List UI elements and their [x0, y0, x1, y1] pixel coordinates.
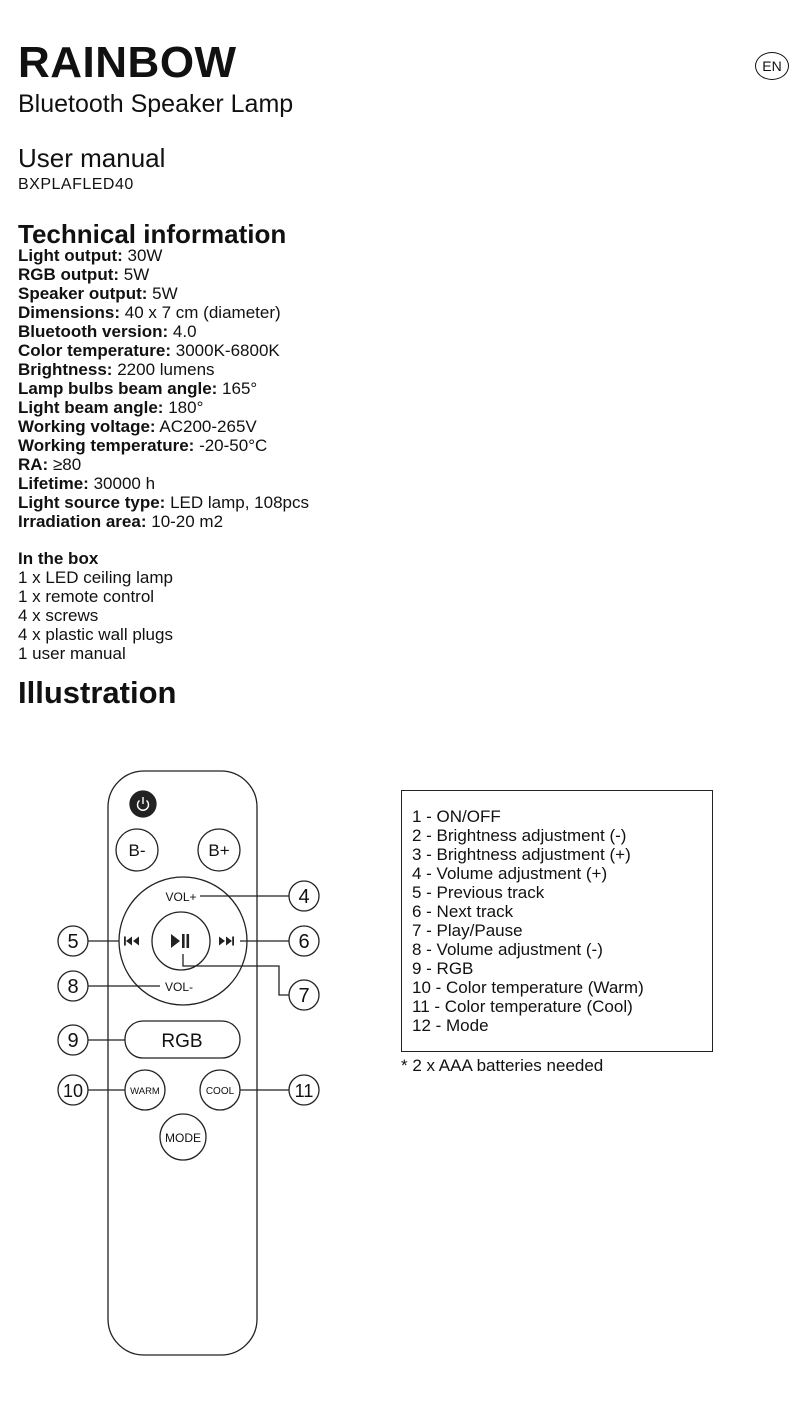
spec-value: 4.0 [172, 322, 197, 341]
legend-item: 5 - Previous track [412, 883, 545, 902]
warm-label: WARM [130, 1086, 160, 1097]
manual-title: User manual [18, 143, 166, 173]
legend-list [412, 807, 712, 1035]
spec-label: Color temperature: [18, 341, 172, 360]
legend-item: 8 - Volume adjustment (-) [412, 940, 603, 959]
technical-heading: Technical information [18, 219, 287, 249]
leader-7 [183, 954, 289, 995]
model-number: BXPLAFLED40 [18, 176, 134, 193]
in-box-item: 4 x plastic wall plugs [18, 625, 173, 644]
next-track-icon [219, 937, 234, 946]
brightness-down-label: B- [128, 841, 146, 860]
product-subtitle: Bluetooth Speaker Lamp [18, 90, 294, 118]
legend-item: 3 - Brightness adjustment (+) [412, 845, 631, 864]
in-box-item: 1 user manual [18, 644, 126, 663]
spec-label: RA: [18, 455, 49, 474]
spec-label: Speaker output: [18, 284, 148, 303]
vol-up-label: VOL+ [165, 890, 197, 904]
language-badge: EN [755, 52, 789, 80]
battery-note: * 2 x AAA batteries needed [401, 1056, 604, 1075]
rgb-label: RGB [161, 1031, 203, 1052]
spec-value: 165° [222, 379, 258, 398]
spec-value: 10-20 m2 [151, 512, 224, 531]
callout-5: 5 [67, 931, 79, 953]
spec-value: AC200-265V [159, 417, 257, 436]
vol-down-label: VOL- [164, 980, 194, 994]
spec-label: Light source type: [18, 493, 166, 512]
callout-10: 10 [62, 1081, 84, 1101]
spec-label: Light output: [18, 246, 123, 265]
spec-label: Bluetooth version: [18, 322, 169, 341]
spec-value: 30W [127, 246, 163, 265]
legend-item: 12 - Mode [412, 1016, 489, 1035]
play-pause-outline [152, 912, 210, 970]
spec-value: 2200 lumens [117, 360, 215, 379]
legend-item: 2 - Brightness adjustment (-) [412, 826, 627, 845]
legend-box [401, 790, 713, 1052]
spec-value: 5W [152, 284, 178, 303]
spec-label: Irradiation area: [18, 512, 147, 531]
in-box-item: 4 x screws [18, 606, 99, 625]
legend-item: 1 - ON/OFF [412, 807, 501, 826]
spec-label: Working temperature: [18, 436, 195, 455]
legend-item: 11 - Color temperature (Cool) [412, 997, 633, 1016]
spec-label: Lifetime: [18, 474, 89, 493]
spec-label: RGB output: [18, 265, 120, 284]
legend-item: 9 - RGB [412, 959, 474, 978]
callout-7: 7 [298, 985, 310, 1007]
spec-label: Light beam angle: [18, 398, 164, 417]
spec-value: ≥80 [52, 455, 82, 474]
spec-value: 5W [123, 265, 150, 284]
spec-label: Working voltage: [18, 417, 156, 436]
callout-6: 6 [298, 931, 310, 953]
legend-item: 7 - Play/Pause [412, 921, 523, 940]
illustration-heading: Illustration [18, 675, 177, 710]
play-pause-icon [171, 934, 189, 948]
callout-11: 11 [294, 1081, 314, 1101]
spec-value: LED lamp, 108pcs [170, 493, 309, 512]
spec-value: -20-50°C [199, 436, 268, 455]
spec-value: 3000K-6800K [175, 341, 280, 360]
callout-8: 8 [67, 976, 79, 998]
spec-label: Dimensions: [18, 303, 121, 322]
mode-label: MODE [165, 1131, 201, 1145]
callout-9: 9 [67, 1030, 79, 1052]
cool-label: COOL [205, 1086, 235, 1097]
legend-item: 10 - Color temperature (Warm) [412, 978, 644, 997]
legend-item: 6 - Next track [412, 902, 514, 921]
spec-label: Brightness: [18, 360, 113, 379]
brightness-up-label: B+ [208, 841, 230, 860]
brand-title: RAINBOW [18, 38, 237, 87]
spec-value: 30000 h [93, 474, 156, 493]
spec-value: 40 x 7 cm (diameter) [124, 303, 281, 322]
callout-4: 4 [298, 886, 310, 908]
in-box-item: 1 x LED ceiling lamp [18, 568, 173, 587]
spec-value: 180° [168, 398, 204, 417]
spec-label: Lamp bulbs beam angle: [18, 379, 218, 398]
in-box-item: 1 x remote control [18, 587, 155, 606]
legend-item: 4 - Volume adjustment (+) [412, 864, 608, 883]
in-box-heading: In the box [18, 549, 99, 568]
previous-track-icon [124, 937, 139, 946]
